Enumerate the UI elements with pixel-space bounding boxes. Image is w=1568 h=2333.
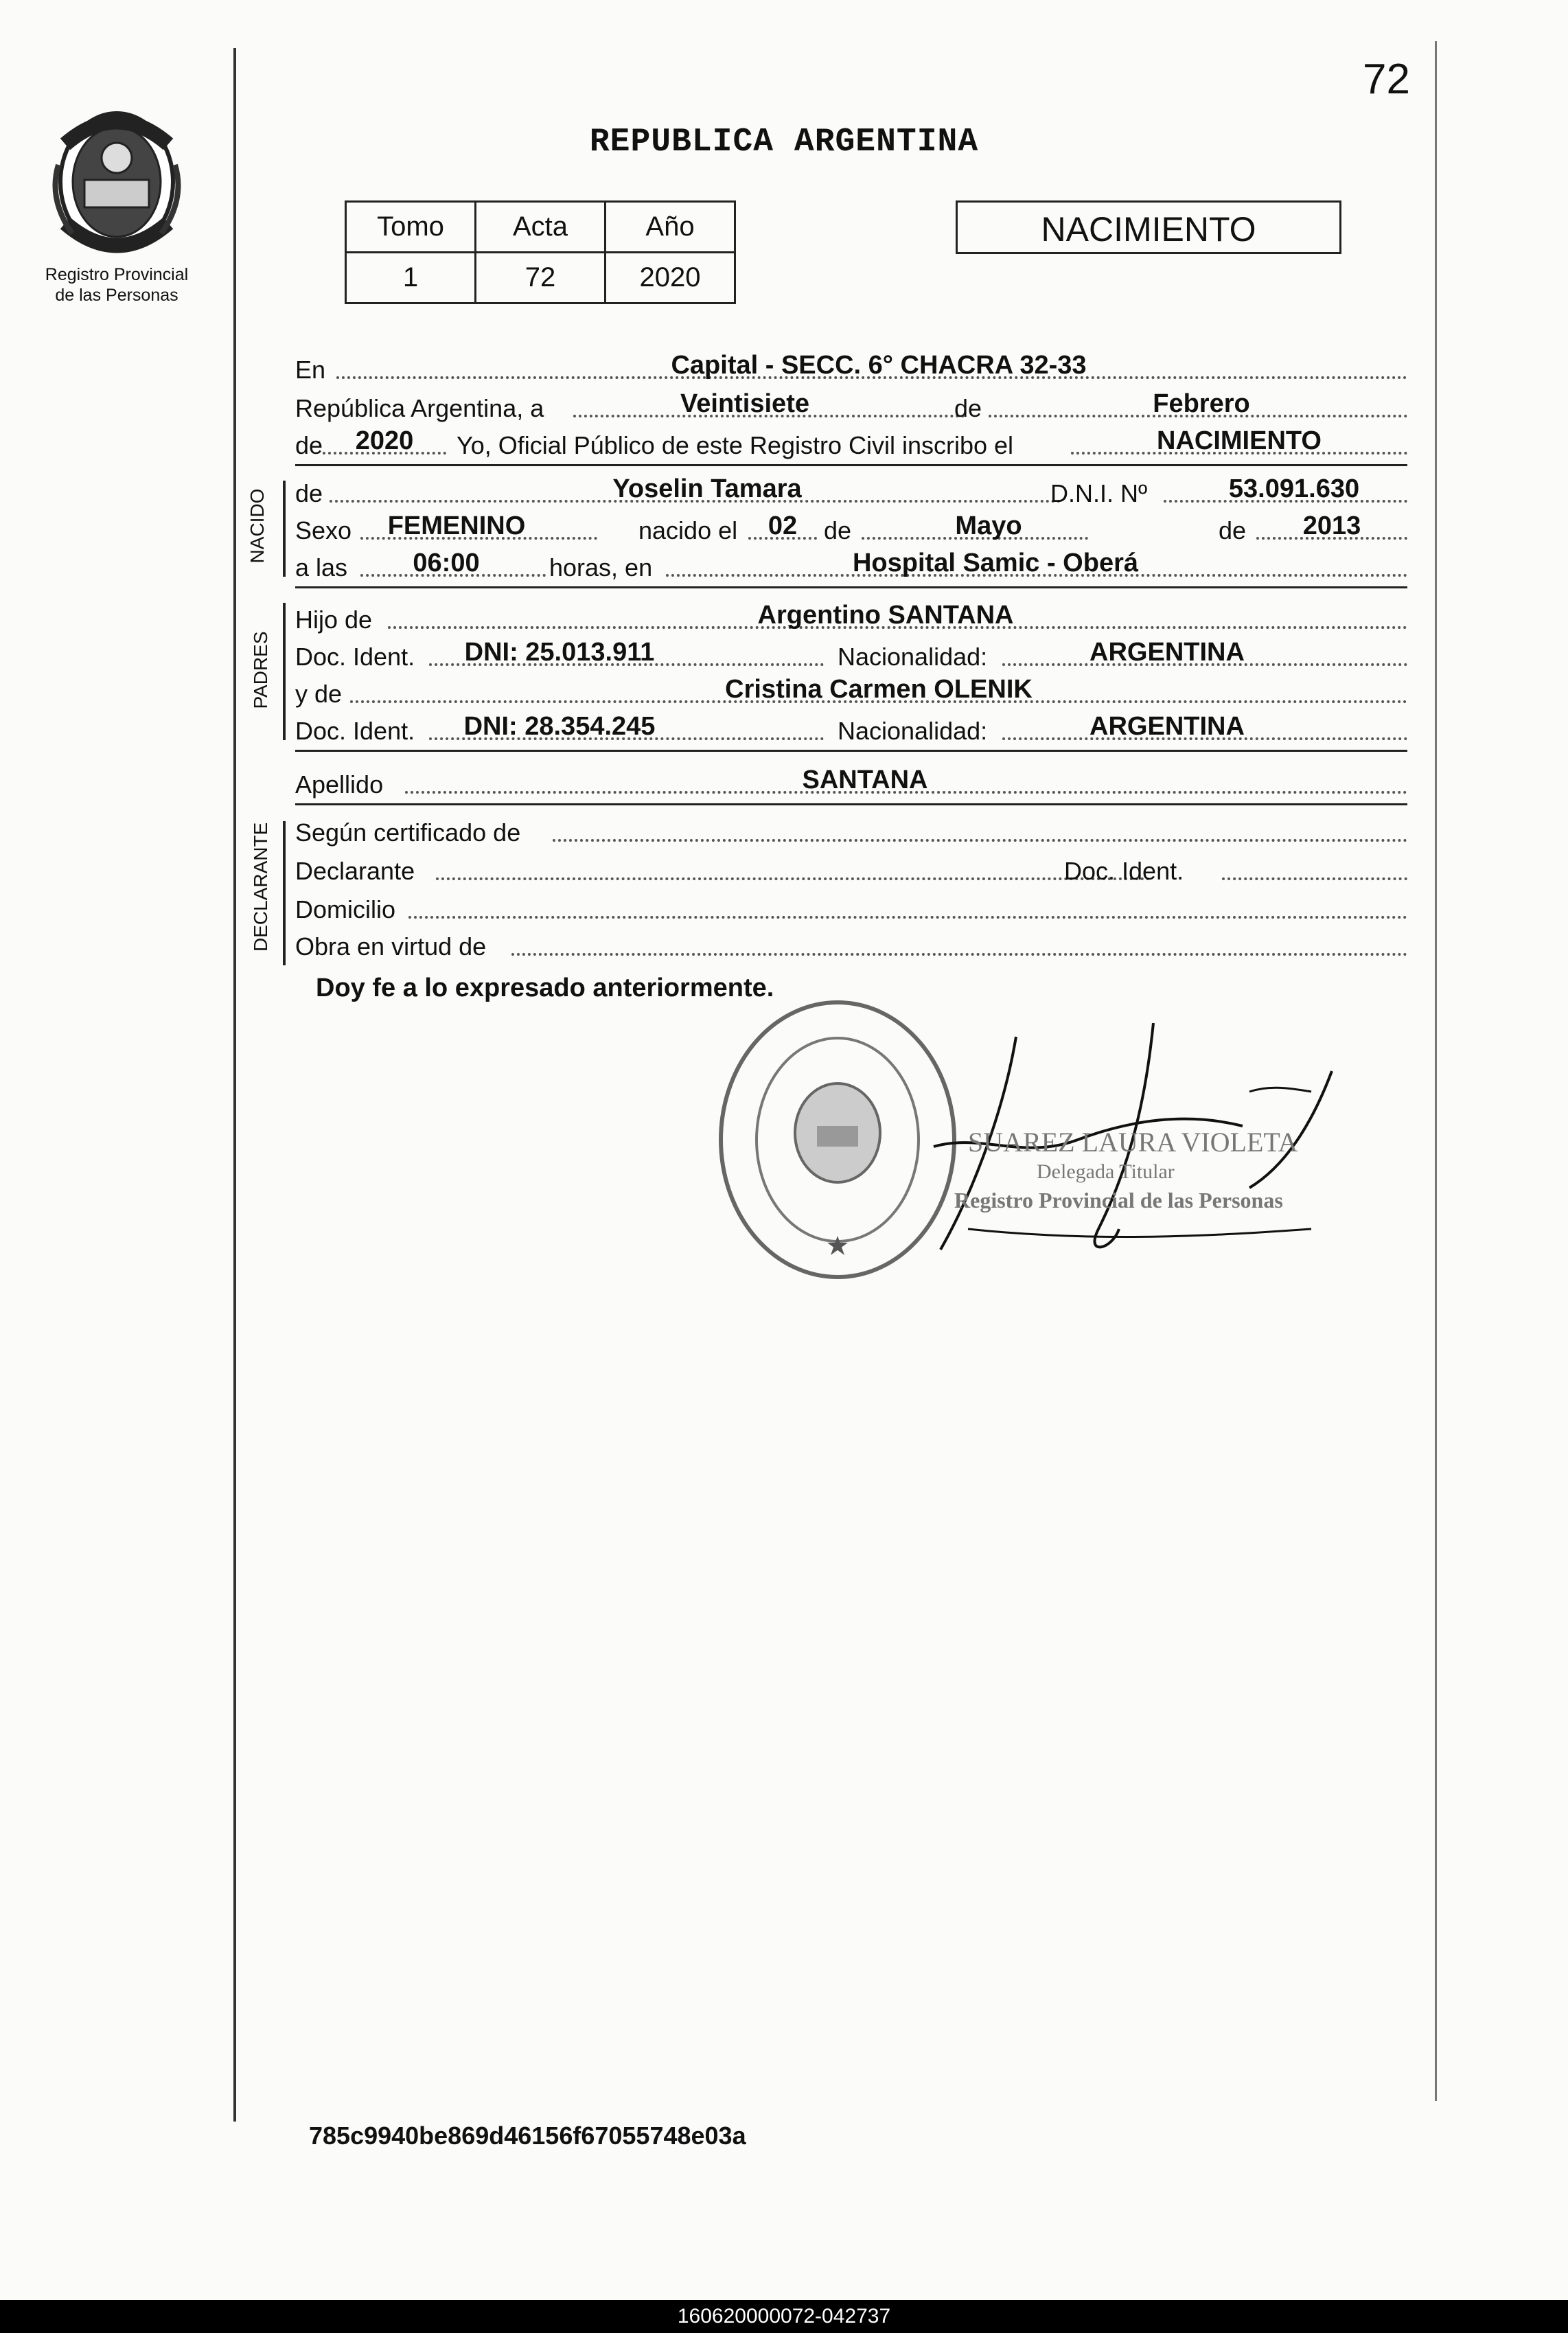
dia-inscripcion-value: Veintisiete	[680, 389, 809, 418]
signatory-title: Delegada Titular	[1037, 1160, 1175, 1183]
nacimiento-anio-value: 2013	[1302, 512, 1361, 540]
republica-label: República Argentina, a	[295, 394, 544, 422]
apellido-label: Apellido	[295, 770, 384, 798]
nombre-value: Yoselin Tamara	[612, 474, 802, 503]
nacido-de3-label: de	[1219, 516, 1247, 544]
apellido-value: SANTANA	[802, 766, 928, 794]
form-row-en	[295, 352, 1407, 387]
declarante-doc-label: Doc. Ident.	[1064, 857, 1184, 885]
padres-section-label: PADRES	[250, 631, 271, 709]
signature-block	[927, 1023, 1352, 1298]
nacido-de2-label: de	[824, 516, 852, 544]
tomo-acta-anio-table	[345, 200, 736, 304]
form-row-obra	[295, 928, 1407, 964]
form-row-padre-doc	[295, 639, 1407, 674]
signatory-name: SUAREZ LAURA VIOLETA	[968, 1127, 1298, 1158]
madre-nacionalidad-label: Nacionalidad:	[838, 717, 988, 745]
anio-inscripcion-value: 2020	[355, 426, 414, 455]
madre-doc-label: Doc. Ident.	[295, 717, 415, 745]
horas-en-label: horas, en	[549, 553, 653, 582]
signatory-office: Registro Provincial de las Personas	[954, 1188, 1283, 1213]
de-label: de	[954, 394, 982, 422]
record-type-box: NACIMIENTO	[956, 200, 1341, 254]
section-divider	[295, 586, 1407, 588]
acta-header: Acta	[476, 202, 606, 253]
domicilio-label: Domicilio	[295, 895, 396, 923]
obra-label: Obra en virtud de	[295, 932, 487, 961]
section-divider	[295, 803, 1407, 805]
left-margin-line	[233, 48, 236, 2122]
padre-nombre-value: Argentino SANTANA	[757, 601, 1014, 630]
y-de-label: y de	[295, 680, 343, 708]
lugar-inscripcion-value: Capital - SECC. 6° CHACRA 32-33	[671, 351, 1087, 380]
closing-statement: Doy fe a lo expresado anteriormente.	[316, 974, 774, 1002]
form-row-apellido	[295, 766, 1407, 802]
page-number: 72	[1363, 56, 1410, 103]
inscribo-label: Yo, Oficial Público de este Registro Civil inscribo el	[457, 431, 1014, 459]
form-row-hora	[295, 549, 1407, 585]
padre-nacionalidad-label: Nacionalidad:	[838, 643, 988, 671]
en-label: En	[295, 356, 326, 384]
a-las-label: a las	[295, 553, 348, 582]
madre-doc-value: DNI: 28.354.245	[463, 712, 656, 741]
form-row-padre	[295, 601, 1407, 637]
section-divider	[295, 464, 1407, 466]
nacimiento-dia-value: 02	[768, 512, 798, 540]
anio-value: 2020	[606, 253, 735, 303]
nacimiento-mes-value: Mayo	[955, 512, 1022, 540]
dni-label: D.N.I. Nº	[1050, 479, 1148, 507]
form-row-nombre	[295, 475, 1407, 511]
nacido-de-label: de	[295, 479, 323, 507]
official-stamp	[714, 996, 961, 1287]
mes-inscripcion-value: Febrero	[1153, 389, 1250, 418]
padre-doc-value: DNI: 25.013.911	[464, 638, 655, 667]
nacido-section-label: NACIDO	[246, 488, 268, 564]
de2-label: de	[295, 431, 323, 459]
form-row-segun	[295, 814, 1407, 850]
registry-stamp-icon	[714, 996, 961, 1284]
hijo-de-label: Hijo de	[295, 606, 373, 634]
footer-code: 160620000072-042737	[0, 2300, 1568, 2333]
document-hash: 785c9940be869d46156f67055748e03a	[309, 2122, 746, 2150]
lugar-nacimiento-value: Hospital Samic - Oberá	[852, 549, 1138, 577]
padre-doc-label: Doc. Ident.	[295, 643, 415, 671]
seal-caption-line2: de las Personas	[55, 286, 178, 305]
sexo-value: FEMENINO	[387, 512, 526, 540]
tomo-header: Tomo	[346, 202, 476, 253]
acta-value: 72	[476, 253, 606, 303]
seal-caption-line1: Registro Provincial	[45, 265, 189, 284]
hora-value: 06:00	[413, 549, 480, 577]
document-title: REPUBLICA ARGENTINA	[589, 124, 979, 161]
padre-nacionalidad-value: ARGENTINA	[1089, 638, 1245, 667]
right-margin-line	[1435, 41, 1437, 2101]
form-row-declarante	[295, 853, 1407, 888]
nacido-el-label: nacido el	[638, 516, 738, 544]
form-row-madre	[295, 676, 1407, 711]
madre-nacionalidad-value: ARGENTINA	[1089, 712, 1245, 741]
segun-certificado-label: Según certificado de	[295, 818, 521, 847]
form-row-domicilio	[295, 891, 1407, 927]
anio-header: Año	[606, 202, 735, 253]
tomo-value: 1	[346, 253, 476, 303]
madre-nombre-value: Cristina Carmen OLENIK	[725, 675, 1033, 704]
form-row-madre-doc	[295, 713, 1407, 748]
inscribo-value: NACIMIENTO	[1157, 426, 1322, 455]
form-row-inscribo	[295, 427, 1407, 463]
declarante-label: Declarante	[295, 857, 415, 885]
declarante-section-label: DECLARANTE	[250, 822, 271, 952]
form-row-fecha	[295, 390, 1407, 426]
form-row-sexo	[295, 512, 1407, 548]
dni-value: 53.091.630	[1228, 474, 1360, 503]
sexo-label: Sexo	[295, 516, 352, 544]
section-divider	[295, 750, 1407, 752]
